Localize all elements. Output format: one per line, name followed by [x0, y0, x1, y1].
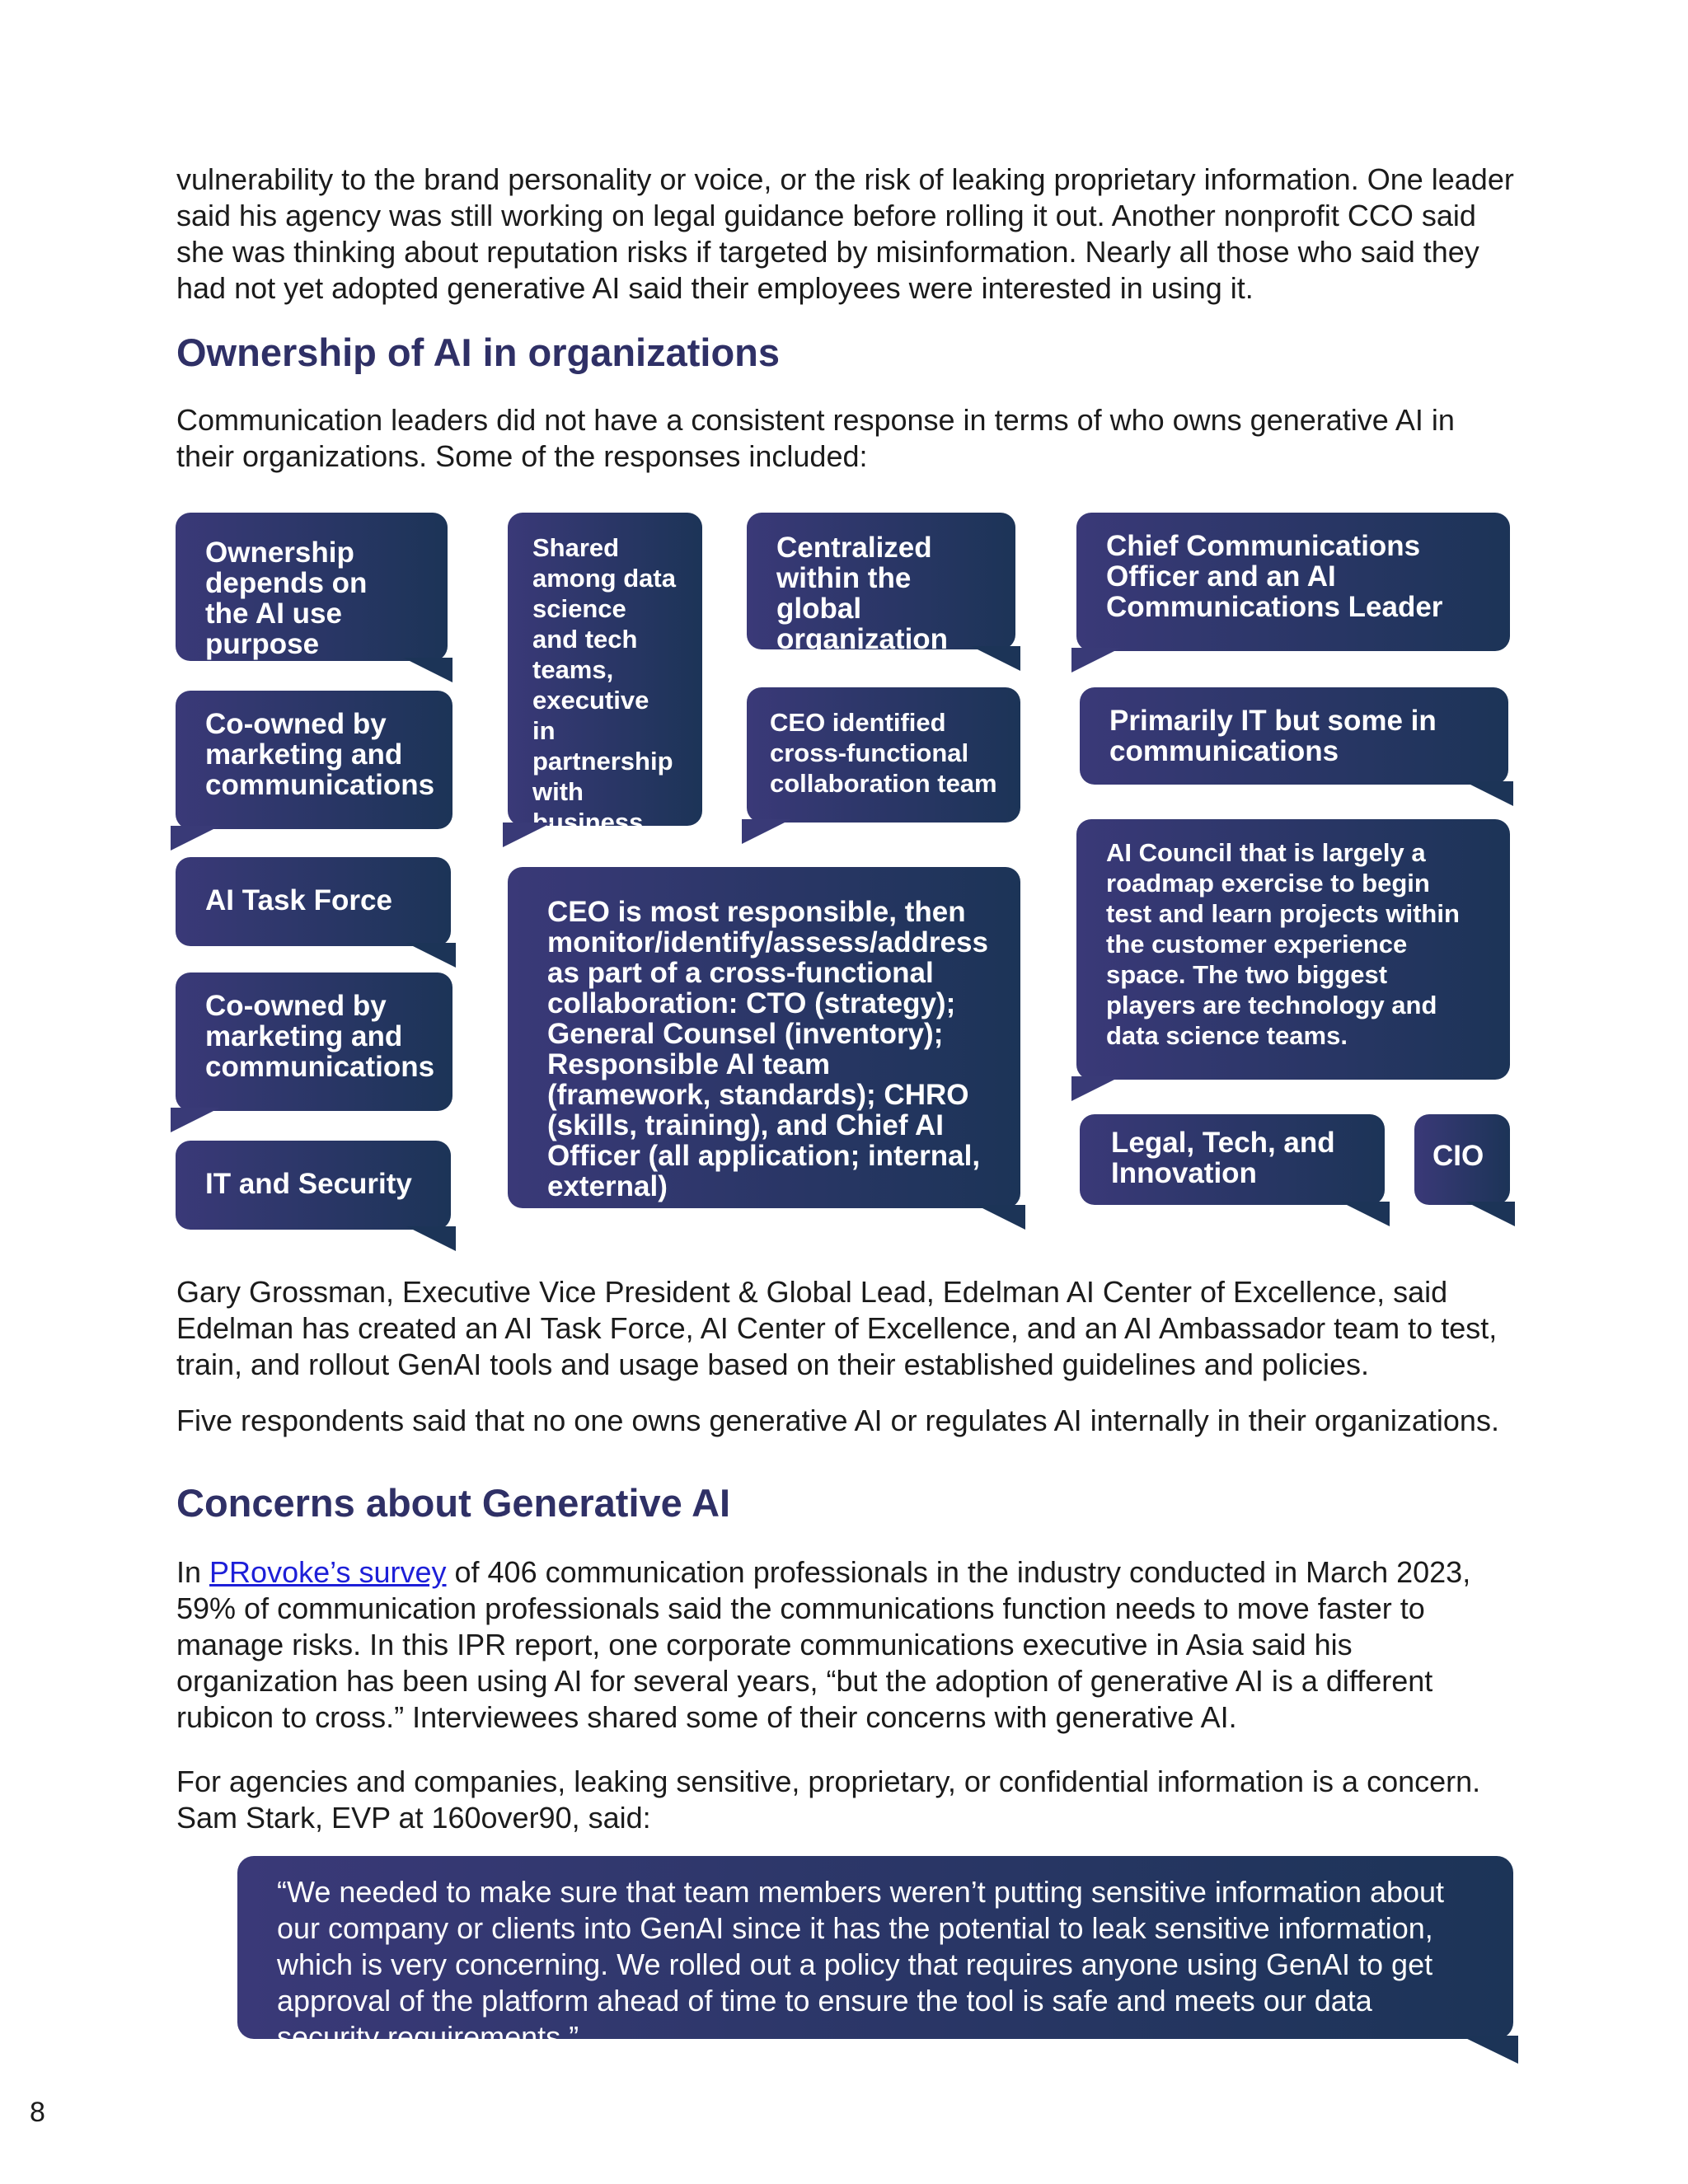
bubble-tail [403, 658, 452, 682]
bubble-tail [1465, 1202, 1515, 1226]
concerns-p1-prefix: In [176, 1555, 210, 1589]
concerns-paragraph-2: For agencies and companies, leaking sensitive, proprietary, or confidential information is a concern. Sam Stark, EVP at 160over90, said: [176, 1765, 1481, 1835]
bubble-cio [1414, 1114, 1510, 1205]
bubble-it-security [176, 1141, 451, 1230]
bubble-cio-text: CIO [1432, 1140, 1484, 1172]
bubble-cco-leader-text: Chief Communications Officer and an AI Communications Leader [1106, 530, 1443, 623]
bubble-centralized [747, 513, 1015, 655]
bubble-tail [171, 1108, 220, 1132]
bubble-primarily-it [1080, 687, 1508, 785]
bubble-purpose-text: Ownership depends on the AI use purpose [205, 537, 368, 660]
bubble-ceo-responsible [508, 867, 1020, 1208]
bubble-ai-council [1076, 819, 1510, 1080]
bubble-tail [971, 646, 1020, 671]
bubble-centralized-text: Centralized within the global organization [776, 532, 949, 655]
bubble-ai-council-text: AI Council that is largely a roadmap exercise to begin test and learn projects within the customer experience space. The two biggest players are technology and data science teams. [1106, 838, 1460, 1050]
after-bubbles-paragraph-1: Gary Grossman, Executive Vice President & Global Lead, Edelman AI Center of Excellence, said Edelman has created an AI Task Force, AI Center of Excellence, and an AI Ambassador team to test, train, and rollout GenAI tools and usage based on their established guidelines and policies. [176, 1275, 1498, 1381]
bubble-ceo-responsible-text: CEO is most responsible, then monitor/identify/assess/address as part of a cross-functional collaboration: CTO (strategy); General Counsel (inventory); Responsible AI team (framework, standards); CHRO (skills, training), and Chief AI Officer (all application; internal, external) [547, 896, 988, 1202]
bubble-legal-tech-text: Legal, Tech, and Innovation [1111, 1127, 1335, 1189]
bubble-legal-tech [1080, 1114, 1385, 1205]
bubble-primarily-it-text: Primarily IT but some in communications [1109, 705, 1437, 767]
bubble-tail [171, 826, 220, 851]
after-bubbles-paragraph-2: Five respondents said that no one owns generative AI or regulates AI internally in their organizations. [176, 1404, 1499, 1437]
bubble-tail [406, 1226, 456, 1251]
bubble-tail [406, 943, 456, 968]
bubble-ceo-team-text: CEO identified cross-functional collaboration team [770, 708, 997, 798]
bubble-coowned-1-text: Co-owned by marketing and communications [205, 708, 435, 801]
quote-callout [237, 1856, 1513, 2054]
bubble-task-force [176, 857, 451, 946]
bubble-coowned-1 [176, 691, 452, 829]
bubble-cco-leader [1076, 513, 1510, 651]
quote-text: “We needed to make sure that team members weren’t putting sensitive information about our company or clients into GenAI since it has the potential to leak sensitive information, which is very concerning. We rolled out a policy that requires anyone using GenAI to get approval of the platform ahead of time to ensure the tool is safe and meets our data security requirements.” [277, 1875, 1445, 2054]
bubble-coowned-2-text: Co-owned by marketing and communications [205, 990, 435, 1083]
ownership-lead: Communication leaders did not have a consistent response in terms of who owns generative AI in their organizations. Some of the responses included: [176, 403, 1455, 473]
page-number: 8 [30, 2097, 45, 2128]
bubble-shared-text: Shared among data science and tech teams, executive in partnership with business units [532, 533, 676, 867]
bubble-tail [1071, 1076, 1121, 1101]
bubble-task-force-text: AI Task Force [205, 884, 392, 916]
bubble-ceo-team [747, 687, 1020, 823]
bubble-tail [1071, 648, 1121, 673]
bubble-tail [1464, 781, 1513, 806]
bubble-tail [742, 819, 791, 844]
bubble-tail [976, 1205, 1025, 1230]
bubble-it-security-text: IT and Security [205, 1168, 412, 1200]
quote-tail [1461, 2036, 1518, 2064]
bubble-coowned-2 [176, 972, 452, 1111]
concerns-paragraph-1 [176, 1554, 1520, 1736]
bubble-tail [1340, 1202, 1390, 1226]
bubble-tail [503, 823, 552, 847]
provoke-survey-link[interactable]: PRovoke’s survey [209, 1555, 447, 1589]
concerns-heading: Concerns about Generative AI [176, 1481, 731, 1525]
concerns-p1-rest: of 406 communication professionals in the industry conducted in March 2023, 59% of communication professionals said the communications function needs to move faster to manage risks. In this IPR report, one corporate communications executive in Asia said his organization has been using AI for several years, “but the adoption of generative AI is a different rubicon to cross.” Interviewees shared some of their concerns with generative AI. [176, 1555, 1471, 1734]
bubble-shared [508, 513, 702, 867]
intro-paragraph: vulnerability to the brand personality or voice, or the risk of leaking proprietary information. One leader said his agency was still working on legal guidance before rolling it out. Another nonprofit CCO said she was thinking about reputation risks if targeted by misinformation. Nearly all those who said they had not yet adopted generative AI said their employees were interested in using it. [176, 162, 1514, 305]
bubble-purpose [176, 513, 448, 661]
ownership-heading: Ownership of AI in organizations [176, 330, 781, 374]
